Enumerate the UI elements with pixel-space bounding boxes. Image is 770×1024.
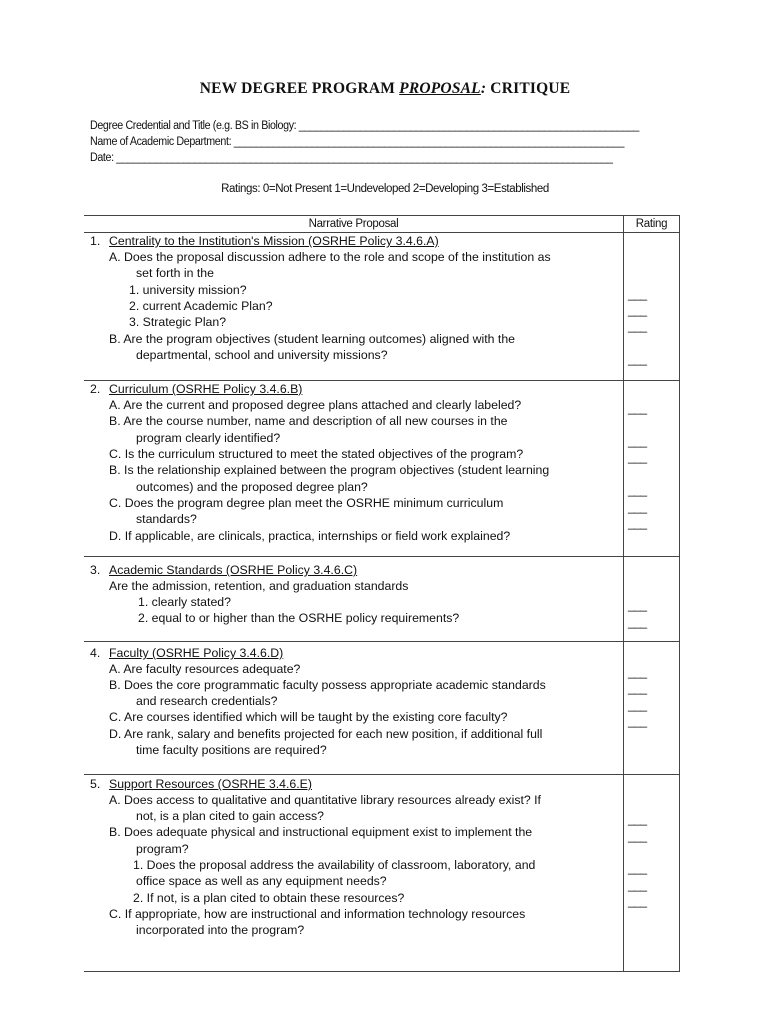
question-line: and research credentials? (136, 694, 278, 708)
rating-blank[interactable]: ___ (628, 812, 647, 826)
section-divider (84, 641, 680, 642)
question-line: B. Is the relationship explained between the program objectives (student learning (109, 463, 550, 477)
rating-blank[interactable]: ___ (628, 516, 647, 530)
question-line: 3. Strategic Plan? (129, 315, 227, 329)
section-divider (84, 556, 680, 557)
section-number: 5. (90, 777, 101, 791)
rating-blank[interactable]: ___ (628, 352, 647, 366)
rating-blank[interactable]: ___ (628, 401, 647, 415)
question-line: not, is a plan cited to gain access? (136, 809, 324, 823)
rating-blank[interactable]: ___ (628, 698, 647, 712)
rating-blank[interactable]: ___ (628, 303, 647, 317)
table-bottom-border (84, 971, 680, 972)
question-line: outcomes) and the proposed degree plan? (136, 480, 368, 494)
question-line: C. If appropriate, how are instructional and information technology resources (109, 907, 526, 921)
question-line: program clearly identified? (136, 431, 281, 445)
question-line: time faculty positions are required? (136, 743, 327, 757)
question-line: office space as well as any equipment needs? (136, 874, 387, 888)
section-heading: Support Resources (OSRHE 3.4.6.E) (109, 777, 312, 791)
section-heading: Centrality to the Institution's Mission (OSRHE Policy 3.4.6.A) (109, 234, 439, 248)
question-line: C. Does the program degree plan meet the OSRHE minimum curriculum (109, 496, 504, 510)
date-field[interactable]: Date: _________________________________________________________________________________________ (90, 152, 613, 164)
section-heading: Faculty (OSRHE Policy 3.4.6.D) (109, 646, 284, 660)
rating-blank[interactable]: ___ (628, 483, 647, 497)
title-colon: : (480, 80, 491, 97)
column-header-narrative: Narrative Proposal (308, 218, 399, 230)
question-line: 1. Does the proposal address the availability of classroom, laboratory, and (133, 858, 536, 872)
question-line: A. Are the current and proposed degree plans attached and clearly labeled? (109, 398, 522, 412)
document-title (0, 80, 770, 98)
rating-blank[interactable]: ___ (628, 894, 647, 908)
question-line: B. Are the program objectives (student learning outcomes) aligned with the (109, 332, 516, 346)
section-number: 2. (90, 382, 101, 396)
rating-blank[interactable]: ___ (628, 665, 647, 679)
rating-blank[interactable]: ___ (628, 287, 647, 301)
title-text: NEW DEGREE PROGRAM (199, 80, 400, 97)
question-line: 2. equal to or higher than the OSRHE policy requirements? (138, 611, 460, 625)
question-line: A. Does access to qualitative and quantitative library resources already exist? If (109, 793, 541, 807)
column-header-rating: Rating (635, 218, 668, 230)
rating-blank[interactable]: ___ (628, 829, 647, 843)
rating-blank[interactable]: ___ (628, 861, 647, 875)
rating-blank[interactable]: ___ (628, 319, 647, 333)
column-divider (623, 215, 624, 972)
rating-blank[interactable]: ___ (628, 598, 647, 612)
rating-blank[interactable]: ___ (628, 681, 647, 695)
rating-blank[interactable]: ___ (628, 434, 647, 448)
question-line: B. Does adequate physical and instructional equipment exist to implement the (109, 825, 533, 839)
title-emphasis: PROPOSAL (399, 80, 481, 97)
academic-department-field[interactable]: Name of Academic Department: ______________________________________________________________________ (90, 136, 625, 148)
question-line: program? (136, 842, 189, 856)
question-line: 2. current Academic Plan? (129, 299, 273, 313)
title-text-end: CRITIQUE (490, 80, 571, 97)
degree-credential-field[interactable]: Degree Credential and Title (e.g. BS in Biology: _____________________________________________________________ (90, 120, 640, 132)
question-line: D. Are rank, salary and benefits projected for each new position, if additional full (109, 727, 543, 741)
rating-blank[interactable]: ___ (628, 878, 647, 892)
table-top-border (84, 215, 680, 216)
question-line: incorporated into the program? (136, 923, 305, 937)
section-number: 4. (90, 646, 101, 660)
question-line: 1. university mission? (129, 283, 247, 297)
section-divider (84, 774, 680, 775)
section-heading: Curriculum (OSRHE Policy 3.4.6.B) (109, 382, 303, 396)
rating-blank[interactable]: ___ (628, 450, 647, 464)
question-line: C. Are courses identified which will be taught by the existing core faculty? (109, 710, 508, 724)
question-line: B. Does the core programmatic faculty possess appropriate academic standards (109, 678, 546, 692)
question-line: A. Does the proposal discussion adhere to the role and scope of the institution as (109, 250, 551, 264)
question-line: set forth in the (136, 266, 214, 280)
rating-blank[interactable]: ___ (628, 714, 647, 728)
rating-blank[interactable]: ___ (628, 500, 647, 514)
ratings-legend: Ratings: 0=Not Present 1=Undeveloped 2=Developing 3=Established (221, 183, 549, 195)
question-line: A. Are faculty resources adequate? (109, 662, 301, 676)
question-line: standards? (136, 512, 197, 526)
question-line: 1. clearly stated? (138, 595, 231, 609)
table-right-border (679, 215, 680, 972)
section-number: 3. (90, 563, 101, 577)
rating-blank[interactable]: ___ (628, 615, 647, 629)
question-line: Are the admission, retention, and graduation standards (109, 579, 409, 593)
question-line: departmental, school and university missions? (136, 348, 388, 362)
section-heading: Academic Standards (OSRHE Policy 3.4.6.C) (109, 563, 358, 577)
question-line: D. If applicable, are clinicals, practica, internships or field work explained? (109, 529, 511, 543)
section-number: 1. (90, 234, 101, 248)
question-line: C. Is the curriculum structured to meet the stated objectives of the program? (109, 447, 524, 461)
question-line: B. Are the course number, name and description of all new courses in the (109, 414, 508, 428)
question-line: 2. If not, is a plan cited to obtain these resources? (133, 891, 405, 905)
